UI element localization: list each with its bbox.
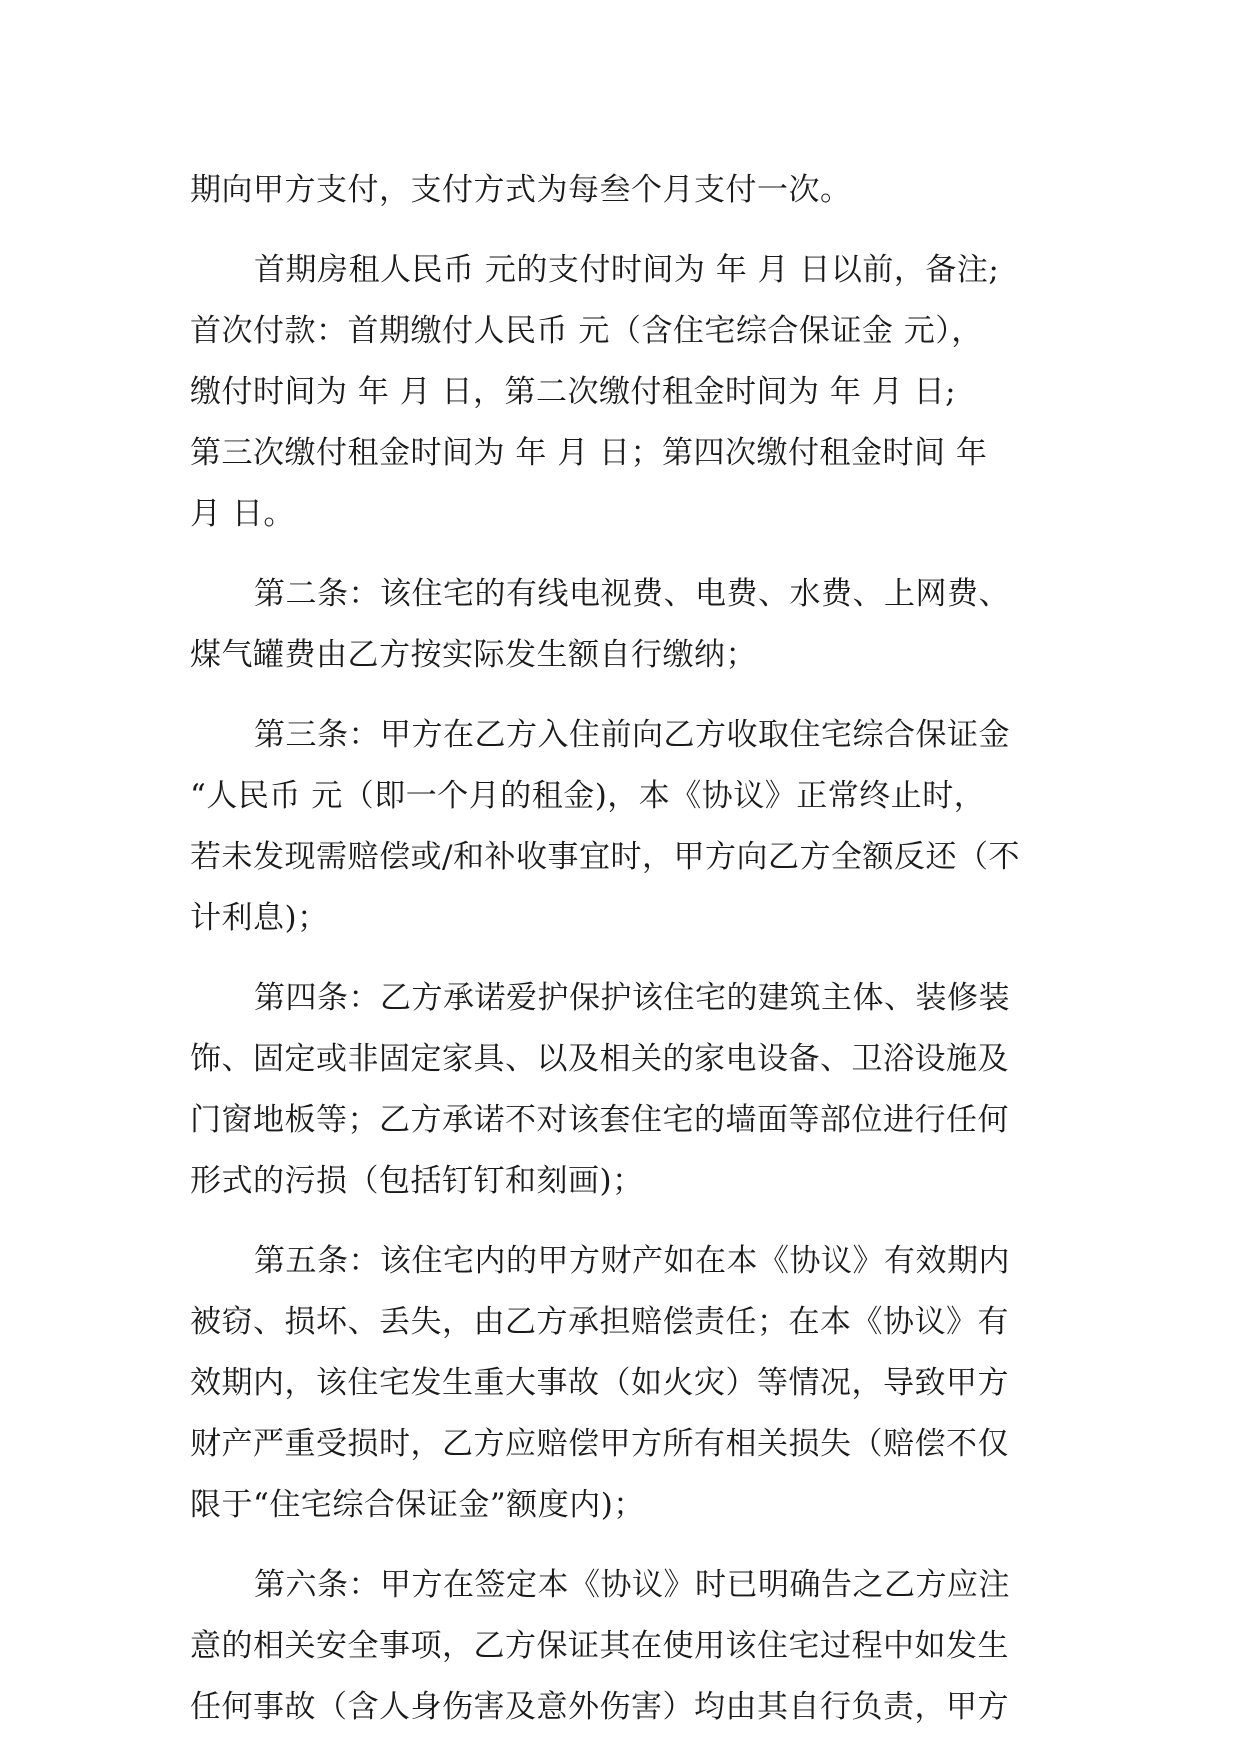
text-line: 门窗地板等；乙方承诺不对该套住宅的墙面等部位进行任何 (190, 1102, 1009, 1138)
text-line: 计利息)； (190, 900, 329, 936)
text-line: “人民币 元（即一个月的租金)，本《协议》正常终止时， (190, 778, 986, 814)
text-line: 期向甲方支付，支付方式为每叁个月支付一次。 (190, 172, 852, 208)
text-line: 效期内，该住宅发生重大事故（如火灾）等情况，导致甲方 (190, 1365, 1009, 1401)
text-line: 若未发现需赔偿或/和补收事宜时，甲方向乙方全额反还（不 (190, 839, 1020, 875)
text-line: 财产严重受损时，乙方应赔偿甲方所有相关损失（赔偿不仅 (190, 1426, 1009, 1462)
text-line: 第三条：甲方在乙方入住前向乙方收取住宅综合保证金 (254, 717, 1010, 753)
text-line: 第四条：乙方承诺爱护保护该住宅的建筑主体、装修装 (254, 980, 1010, 1016)
text-line: 首期房租人民币 元的支付时间为 年 月 日以前，备注; (254, 252, 1000, 288)
text-line: 第二条：该住宅的有线电视费、电费、水费、上网费、 (254, 576, 1010, 612)
text-line: 限于“住宅综合保证金”额度内)； (190, 1487, 645, 1523)
document-body (190, 160, 1052, 1738)
text-line: 首次付款：首期缴付人民币 元（含住宅综合保证金 元）， (190, 313, 983, 349)
text-line: 第三次缴付租金时间为 年 月 日；第四次缴付租金时间 年 (190, 435, 988, 471)
text-line: 饰、固定或非固定家具、以及相关的家电设备、卫浴设施及 (190, 1041, 1009, 1077)
text-line: 被窃、损坏、丢失，由乙方承担赔偿责任；在本《协议》有 (190, 1304, 1009, 1340)
text-line: 煤气罐费由乙方按实际发生额自行缴纳； (190, 637, 757, 673)
text-line: 第六条：甲方在签定本《协议》时已明确告之乙方应注 (254, 1567, 1010, 1603)
text-line: 第五条：该住宅内的甲方财产如在本《协议》有效期内 (254, 1243, 1010, 1279)
text-line: 形式的污损（包括钉钉和刻画)； (190, 1163, 644, 1199)
text-line: 缴付时间为 年 月 日，第二次缴付租金时间为 年 月 日; (190, 374, 957, 410)
text-line: 月 日。 (190, 496, 295, 532)
text-line: 任何事故（含人身伤害及意外伤害）均由其自行负责，甲方 (190, 1689, 1009, 1725)
text-line: 意的相关安全事项，乙方保证其在使用该住宅过程中如发生 (190, 1628, 1009, 1664)
